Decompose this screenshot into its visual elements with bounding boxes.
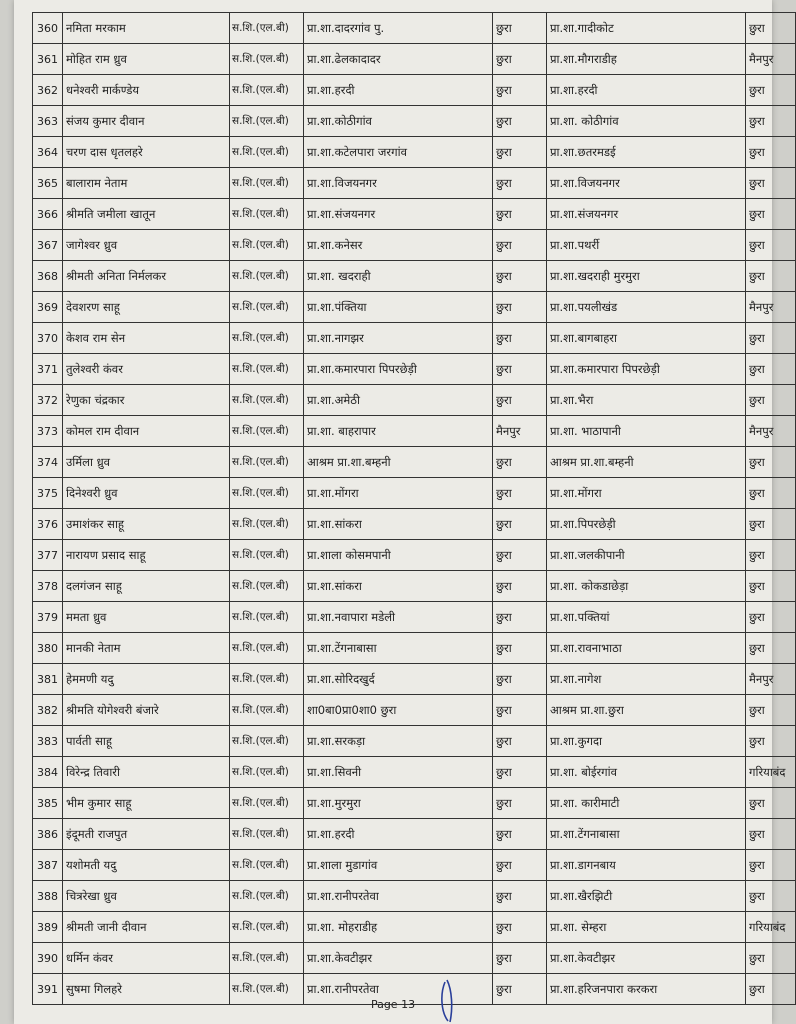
current-block-cell: छुरा bbox=[493, 385, 547, 416]
new-school-cell: प्रा.शा.रावनाभाठा bbox=[547, 633, 746, 664]
teacher-name-cell: मोहित राम ध्रुव bbox=[63, 44, 230, 75]
post-cell: स.शि.(एल.बी) bbox=[230, 137, 304, 168]
serial-number-cell: 371 bbox=[33, 354, 63, 385]
table-row bbox=[33, 571, 796, 602]
current-block-cell: छुरा bbox=[493, 695, 547, 726]
post-cell: स.शि.(एल.बी) bbox=[230, 75, 304, 106]
new-block-cell: छुरा bbox=[746, 137, 796, 168]
serial-number-cell: 376 bbox=[33, 509, 63, 540]
post-cell: स.शि.(एल.बी) bbox=[230, 726, 304, 757]
post-cell: स.शि.(एल.बी) bbox=[230, 416, 304, 447]
serial-number-cell: 389 bbox=[33, 912, 63, 943]
new-block-cell: छुरा bbox=[746, 602, 796, 633]
current-block-cell: छुरा bbox=[493, 354, 547, 385]
new-school-cell: प्रा.शा.हरिजनपारा करकरा bbox=[547, 974, 746, 1005]
current-block-cell: छुरा bbox=[493, 602, 547, 633]
current-block-cell: छुरा bbox=[493, 726, 547, 757]
current-block-cell: छुरा bbox=[493, 44, 547, 75]
post-cell: स.शि.(एल.बी) bbox=[230, 602, 304, 633]
serial-number-cell: 374 bbox=[33, 447, 63, 478]
document-page bbox=[14, 0, 786, 1024]
table-row bbox=[33, 416, 796, 447]
new-school-cell: प्रा.शा. बोईरगांव bbox=[547, 757, 746, 788]
current-school-cell: प्रा.शा.विजयनगर bbox=[304, 168, 493, 199]
new-block-cell: छुरा bbox=[746, 13, 796, 44]
new-block-cell: छुरा bbox=[746, 75, 796, 106]
current-school-cell: प्रा.शा.पंक्तिया bbox=[304, 292, 493, 323]
current-block-cell: छुरा bbox=[493, 292, 547, 323]
teacher-name-cell: मानकी नेताम bbox=[63, 633, 230, 664]
serial-number-cell: 383 bbox=[33, 726, 63, 757]
table-row bbox=[33, 881, 796, 912]
current-school-cell: प्रा.शा.कमारपारा पिपरछेड़ी bbox=[304, 354, 493, 385]
serial-number-cell: 385 bbox=[33, 788, 63, 819]
new-school-cell: प्रा.शा.मौगराडीह bbox=[547, 44, 746, 75]
post-cell: स.शि.(एल.बी) bbox=[230, 478, 304, 509]
new-block-cell: गरियाबंद bbox=[746, 757, 796, 788]
table-row bbox=[33, 261, 796, 292]
serial-number-cell: 391 bbox=[33, 974, 63, 1005]
serial-number-cell: 378 bbox=[33, 571, 63, 602]
current-block-cell: छुरा bbox=[493, 788, 547, 819]
teacher-name-cell: सुषमा गिलहरे bbox=[63, 974, 230, 1005]
table-row bbox=[33, 44, 796, 75]
serial-number-cell: 363 bbox=[33, 106, 63, 137]
table-row bbox=[33, 106, 796, 137]
serial-number-cell: 364 bbox=[33, 137, 63, 168]
new-block-cell: छुरा bbox=[746, 447, 796, 478]
table-row bbox=[33, 726, 796, 757]
new-block-cell: छुरा bbox=[746, 168, 796, 199]
table-row bbox=[33, 788, 796, 819]
current-school-cell: प्रा.शा.हरदी bbox=[304, 819, 493, 850]
teacher-name-cell: हेममणी यदु bbox=[63, 664, 230, 695]
post-cell: स.शि.(एल.बी) bbox=[230, 633, 304, 664]
current-school-cell: प्रा.शा.कनेसर bbox=[304, 230, 493, 261]
new-school-cell: प्रा.शा.खैरझिटी bbox=[547, 881, 746, 912]
teacher-name-cell: धनेश्वरी मार्कण्डेय bbox=[63, 75, 230, 106]
table-row bbox=[33, 385, 796, 416]
teacher-name-cell: धर्मिन कंवर bbox=[63, 943, 230, 974]
table-row bbox=[33, 912, 796, 943]
teacher-name-cell: श्रीमति जमीला खातून bbox=[63, 199, 230, 230]
new-school-cell: आश्रम प्रा.शा.छुरा bbox=[547, 695, 746, 726]
new-school-cell: आश्रम प्रा.शा.बम्हनी bbox=[547, 447, 746, 478]
serial-number-cell: 380 bbox=[33, 633, 63, 664]
new-school-cell: प्रा.शा. भाठापानी bbox=[547, 416, 746, 447]
new-block-cell: छुरा bbox=[746, 850, 796, 881]
new-school-cell: प्रा.शा.कमारपारा पिपरछेड़ी bbox=[547, 354, 746, 385]
current-school-cell: प्रा.शा.हरदी bbox=[304, 75, 493, 106]
current-school-cell: प्रा.शा.रानीपरतेवा bbox=[304, 881, 493, 912]
current-school-cell: प्रा.शा.दादरगांव पु. bbox=[304, 13, 493, 44]
current-school-cell: प्रा.शा.सिवनी bbox=[304, 757, 493, 788]
new-block-cell: छुरा bbox=[746, 323, 796, 354]
teacher-name-cell: कोमल राम दीवान bbox=[63, 416, 230, 447]
teacher-name-cell: उर्मिला ध्रुव bbox=[63, 447, 230, 478]
serial-number-cell: 375 bbox=[33, 478, 63, 509]
new-block-cell: छुरा bbox=[746, 974, 796, 1005]
new-school-cell: प्रा.शा.विजयनगर bbox=[547, 168, 746, 199]
current-block-cell: मैनपुर bbox=[493, 416, 547, 447]
current-block-cell: छुरा bbox=[493, 106, 547, 137]
current-school-cell: प्रा.शा.केवटीझर bbox=[304, 943, 493, 974]
current-school-cell: प्रा.शा.ढेलकादादर bbox=[304, 44, 493, 75]
table-row bbox=[33, 664, 796, 695]
teacher-name-cell: चित्ररेखा ध्रुव bbox=[63, 881, 230, 912]
table-row bbox=[33, 199, 796, 230]
new-school-cell: प्रा.शा.कुगदा bbox=[547, 726, 746, 757]
table-row bbox=[33, 943, 796, 974]
post-cell: स.शि.(एल.बी) bbox=[230, 230, 304, 261]
current-school-cell: प्रा.शा. मोहराडीह bbox=[304, 912, 493, 943]
new-school-cell: प्रा.शा. कोकडाछेड़ा bbox=[547, 571, 746, 602]
teacher-name-cell: पार्वती साहू bbox=[63, 726, 230, 757]
teacher-name-cell: चरण दास धृतलहरे bbox=[63, 137, 230, 168]
table-row bbox=[33, 757, 796, 788]
post-cell: स.शि.(एल.बी) bbox=[230, 912, 304, 943]
table-row bbox=[33, 447, 796, 478]
teacher-name-cell: बालाराम नेताम bbox=[63, 168, 230, 199]
teacher-name-cell: तुलेश्वरी कंवर bbox=[63, 354, 230, 385]
current-block-cell: छुरा bbox=[493, 850, 547, 881]
new-school-cell: प्रा.शा.मोंगरा bbox=[547, 478, 746, 509]
serial-number-cell: 379 bbox=[33, 602, 63, 633]
new-school-cell: प्रा.शा.नागेश bbox=[547, 664, 746, 695]
teacher-name-cell: संजय कुमार दीवान bbox=[63, 106, 230, 137]
serial-number-cell: 367 bbox=[33, 230, 63, 261]
new-school-cell: प्रा.शा.भैरा bbox=[547, 385, 746, 416]
current-school-cell: प्रा.शा.कोठीगांव bbox=[304, 106, 493, 137]
serial-number-cell: 390 bbox=[33, 943, 63, 974]
table-body bbox=[33, 13, 796, 1005]
current-block-cell: छुरा bbox=[493, 912, 547, 943]
new-block-cell: छुरा bbox=[746, 571, 796, 602]
serial-number-cell: 382 bbox=[33, 695, 63, 726]
post-cell: स.शि.(एल.बी) bbox=[230, 13, 304, 44]
current-school-cell: प्रा.शाला कोसमपानी bbox=[304, 540, 493, 571]
new-school-cell: प्रा.शा.डागनबाय bbox=[547, 850, 746, 881]
new-block-cell: छुरा bbox=[746, 354, 796, 385]
new-school-cell: प्रा.शा. कारीमाटी bbox=[547, 788, 746, 819]
post-cell: स.शि.(एल.बी) bbox=[230, 757, 304, 788]
new-block-cell: छुरा bbox=[746, 726, 796, 757]
serial-number-cell: 388 bbox=[33, 881, 63, 912]
post-cell: स.शि.(एल.बी) bbox=[230, 974, 304, 1005]
post-cell: स.शि.(एल.बी) bbox=[230, 850, 304, 881]
new-block-cell: छुरा bbox=[746, 106, 796, 137]
current-block-cell: छुरा bbox=[493, 974, 547, 1005]
new-block-cell: छुरा bbox=[746, 478, 796, 509]
post-cell: स.शि.(एल.बी) bbox=[230, 943, 304, 974]
new-school-cell: प्रा.शा.छतरमडई bbox=[547, 137, 746, 168]
current-block-cell: छुरा bbox=[493, 323, 547, 354]
serial-number-cell: 369 bbox=[33, 292, 63, 323]
table-row bbox=[33, 509, 796, 540]
new-school-cell: प्रा.शा.पयलीखंड bbox=[547, 292, 746, 323]
new-block-cell: छुरा bbox=[746, 385, 796, 416]
serial-number-cell: 362 bbox=[33, 75, 63, 106]
new-school-cell: प्रा.शा.बागबाहरा bbox=[547, 323, 746, 354]
table-row bbox=[33, 13, 796, 44]
serial-number-cell: 381 bbox=[33, 664, 63, 695]
new-school-cell: प्रा.शा. कोठीगांव bbox=[547, 106, 746, 137]
current-block-cell: छुरा bbox=[493, 509, 547, 540]
current-block-cell: छुरा bbox=[493, 819, 547, 850]
current-block-cell: छुरा bbox=[493, 168, 547, 199]
current-school-cell: प्रा.शा.मुरमुरा bbox=[304, 788, 493, 819]
current-school-cell: प्रा.शा. खदराही bbox=[304, 261, 493, 292]
teacher-name-cell: श्रीमती अनिता निर्मलकर bbox=[63, 261, 230, 292]
new-school-cell: प्रा.शा. सेम्हरा bbox=[547, 912, 746, 943]
current-block-cell: छुरा bbox=[493, 664, 547, 695]
post-cell: स.शि.(एल.बी) bbox=[230, 44, 304, 75]
serial-number-cell: 361 bbox=[33, 44, 63, 75]
post-cell: स.शि.(एल.बी) bbox=[230, 819, 304, 850]
serial-number-cell: 365 bbox=[33, 168, 63, 199]
table-row bbox=[33, 292, 796, 323]
new-school-cell: प्रा.शा.केवटीझर bbox=[547, 943, 746, 974]
table-row bbox=[33, 695, 796, 726]
new-block-cell: छुरा bbox=[746, 261, 796, 292]
teacher-name-cell: दिनेश्वरी ध्रुव bbox=[63, 478, 230, 509]
current-school-cell: प्रा.शा.मोंगरा bbox=[304, 478, 493, 509]
new-block-cell: छुरा bbox=[746, 819, 796, 850]
current-school-cell: प्रा.शा.अमेठी bbox=[304, 385, 493, 416]
table-row bbox=[33, 850, 796, 881]
table-row bbox=[33, 323, 796, 354]
current-school-cell: प्रा.शा.संजयनगर bbox=[304, 199, 493, 230]
current-block-cell: छुरा bbox=[493, 881, 547, 912]
current-block-cell: छुरा bbox=[493, 199, 547, 230]
new-block-cell: छुरा bbox=[746, 943, 796, 974]
new-block-cell: छुरा bbox=[746, 695, 796, 726]
new-school-cell: प्रा.शा.हरदी bbox=[547, 75, 746, 106]
post-cell: स.शि.(एल.बी) bbox=[230, 323, 304, 354]
new-block-cell: मैनपुर bbox=[746, 44, 796, 75]
post-cell: स.शि.(एल.बी) bbox=[230, 664, 304, 695]
current-block-cell: छुरा bbox=[493, 261, 547, 292]
post-cell: स.शि.(एल.बी) bbox=[230, 788, 304, 819]
new-school-cell: प्रा.शा.संजयनगर bbox=[547, 199, 746, 230]
post-cell: स.शि.(एल.बी) bbox=[230, 261, 304, 292]
serial-number-cell: 384 bbox=[33, 757, 63, 788]
serial-number-cell: 370 bbox=[33, 323, 63, 354]
new-block-cell: छुरा bbox=[746, 633, 796, 664]
current-school-cell: प्रा.शा.सांकरा bbox=[304, 571, 493, 602]
current-school-cell: आश्रम प्रा.शा.बम्हनी bbox=[304, 447, 493, 478]
current-school-cell: प्रा.शा.सोरिदखुर्द bbox=[304, 664, 493, 695]
table-row bbox=[33, 478, 796, 509]
teacher-name-cell: नारायण प्रसाद साहू bbox=[63, 540, 230, 571]
current-block-cell: छुरा bbox=[493, 137, 547, 168]
current-school-cell: शा0बा0प्रा0शा0 छुरा bbox=[304, 695, 493, 726]
new-school-cell: प्रा.शा.जलकीपानी bbox=[547, 540, 746, 571]
table-row bbox=[33, 230, 796, 261]
current-school-cell: प्रा.शा.सरकड़ा bbox=[304, 726, 493, 757]
current-block-cell: छुरा bbox=[493, 633, 547, 664]
teacher-name-cell: इंदूमती राजपुत bbox=[63, 819, 230, 850]
post-cell: स.शि.(एल.बी) bbox=[230, 540, 304, 571]
teacher-posting-table bbox=[32, 12, 796, 1005]
serial-number-cell: 386 bbox=[33, 819, 63, 850]
serial-number-cell: 387 bbox=[33, 850, 63, 881]
current-block-cell: छुरा bbox=[493, 540, 547, 571]
post-cell: स.शि.(एल.बी) bbox=[230, 385, 304, 416]
teacher-name-cell: भीम कुमार साहू bbox=[63, 788, 230, 819]
table-row bbox=[33, 75, 796, 106]
current-school-cell: प्रा.शा.नवापारा मडेली bbox=[304, 602, 493, 633]
new-block-cell: छुरा bbox=[746, 199, 796, 230]
current-block-cell: छुरा bbox=[493, 757, 547, 788]
teacher-name-cell: श्रीमति योगेश्वरी बंजारे bbox=[63, 695, 230, 726]
teacher-name-cell: नमिता मरकाम bbox=[63, 13, 230, 44]
serial-number-cell: 377 bbox=[33, 540, 63, 571]
post-cell: स.शि.(एल.बी) bbox=[230, 292, 304, 323]
current-block-cell: छुरा bbox=[493, 13, 547, 44]
new-block-cell: गरियाबंद bbox=[746, 912, 796, 943]
current-block-cell: छुरा bbox=[493, 230, 547, 261]
post-cell: स.शि.(एल.बी) bbox=[230, 168, 304, 199]
teacher-name-cell: उमाशंकर साहू bbox=[63, 509, 230, 540]
current-school-cell: प्रा.शाला मुडागांव bbox=[304, 850, 493, 881]
current-school-cell: प्रा.शा. बाहरापार bbox=[304, 416, 493, 447]
current-block-cell: छुरा bbox=[493, 447, 547, 478]
current-school-cell: प्रा.शा.नागझर bbox=[304, 323, 493, 354]
post-cell: स.शि.(एल.बी) bbox=[230, 881, 304, 912]
new-school-cell: प्रा.शा.पक्तियां bbox=[547, 602, 746, 633]
teacher-name-cell: विरेन्द्र तिवारी bbox=[63, 757, 230, 788]
teacher-name-cell: दलगंजन साहू bbox=[63, 571, 230, 602]
serial-number-cell: 373 bbox=[33, 416, 63, 447]
post-cell: स.शि.(एल.बी) bbox=[230, 354, 304, 385]
table-row bbox=[33, 540, 796, 571]
table-row bbox=[33, 633, 796, 664]
new-block-cell: छुरा bbox=[746, 881, 796, 912]
table-row bbox=[33, 137, 796, 168]
post-cell: स.शि.(एल.बी) bbox=[230, 106, 304, 137]
post-cell: स.शि.(एल.बी) bbox=[230, 695, 304, 726]
new-block-cell: मैनपुर bbox=[746, 664, 796, 695]
post-cell: स.शि.(एल.बी) bbox=[230, 509, 304, 540]
new-block-cell: छुरा bbox=[746, 509, 796, 540]
new-school-cell: प्रा.शा.पथर्री bbox=[547, 230, 746, 261]
current-school-cell: प्रा.शा.सांकरा bbox=[304, 509, 493, 540]
post-cell: स.शि.(एल.बी) bbox=[230, 199, 304, 230]
new-block-cell: मैनपुर bbox=[746, 292, 796, 323]
new-block-cell: छुरा bbox=[746, 540, 796, 571]
current-school-cell: प्रा.शा.कटेलपारा जरगांव bbox=[304, 137, 493, 168]
new-block-cell: छुरा bbox=[746, 788, 796, 819]
current-school-cell: प्रा.शा.टेंगनाबासा bbox=[304, 633, 493, 664]
table-row bbox=[33, 354, 796, 385]
teacher-name-cell: देवशरण साहू bbox=[63, 292, 230, 323]
teacher-name-cell: केशव राम सेन bbox=[63, 323, 230, 354]
new-school-cell: प्रा.शा.पिपरछेड़ी bbox=[547, 509, 746, 540]
table-row bbox=[33, 168, 796, 199]
page-number: Page 13 bbox=[370, 998, 416, 1011]
new-school-cell: प्रा.शा.खदराही मुरमुरा bbox=[547, 261, 746, 292]
new-school-cell: प्रा.शा.टेंगनाबासा bbox=[547, 819, 746, 850]
teacher-name-cell: ममता ध्रुव bbox=[63, 602, 230, 633]
serial-number-cell: 366 bbox=[33, 199, 63, 230]
current-school-cell: प्रा.शा.रानीपरतेवा bbox=[304, 974, 493, 1005]
new-block-cell: मैनपुर bbox=[746, 416, 796, 447]
current-block-cell: छुरा bbox=[493, 75, 547, 106]
table-row bbox=[33, 819, 796, 850]
table-row bbox=[33, 602, 796, 633]
post-cell: स.शि.(एल.बी) bbox=[230, 447, 304, 478]
serial-number-cell: 372 bbox=[33, 385, 63, 416]
serial-number-cell: 368 bbox=[33, 261, 63, 292]
current-block-cell: छुरा bbox=[493, 478, 547, 509]
serial-number-cell: 360 bbox=[33, 13, 63, 44]
current-block-cell: छुरा bbox=[493, 943, 547, 974]
new-school-cell: प्रा.शा.गादीकोट bbox=[547, 13, 746, 44]
teacher-name-cell: जागेश्वर ध्रुव bbox=[63, 230, 230, 261]
teacher-name-cell: रेणुका चंद्रकार bbox=[63, 385, 230, 416]
new-block-cell: छुरा bbox=[746, 230, 796, 261]
teacher-name-cell: यशोमती यदु bbox=[63, 850, 230, 881]
teacher-name-cell: श्रीमती जानी दीवान bbox=[63, 912, 230, 943]
current-block-cell: छुरा bbox=[493, 571, 547, 602]
post-cell: स.शि.(एल.बी) bbox=[230, 571, 304, 602]
